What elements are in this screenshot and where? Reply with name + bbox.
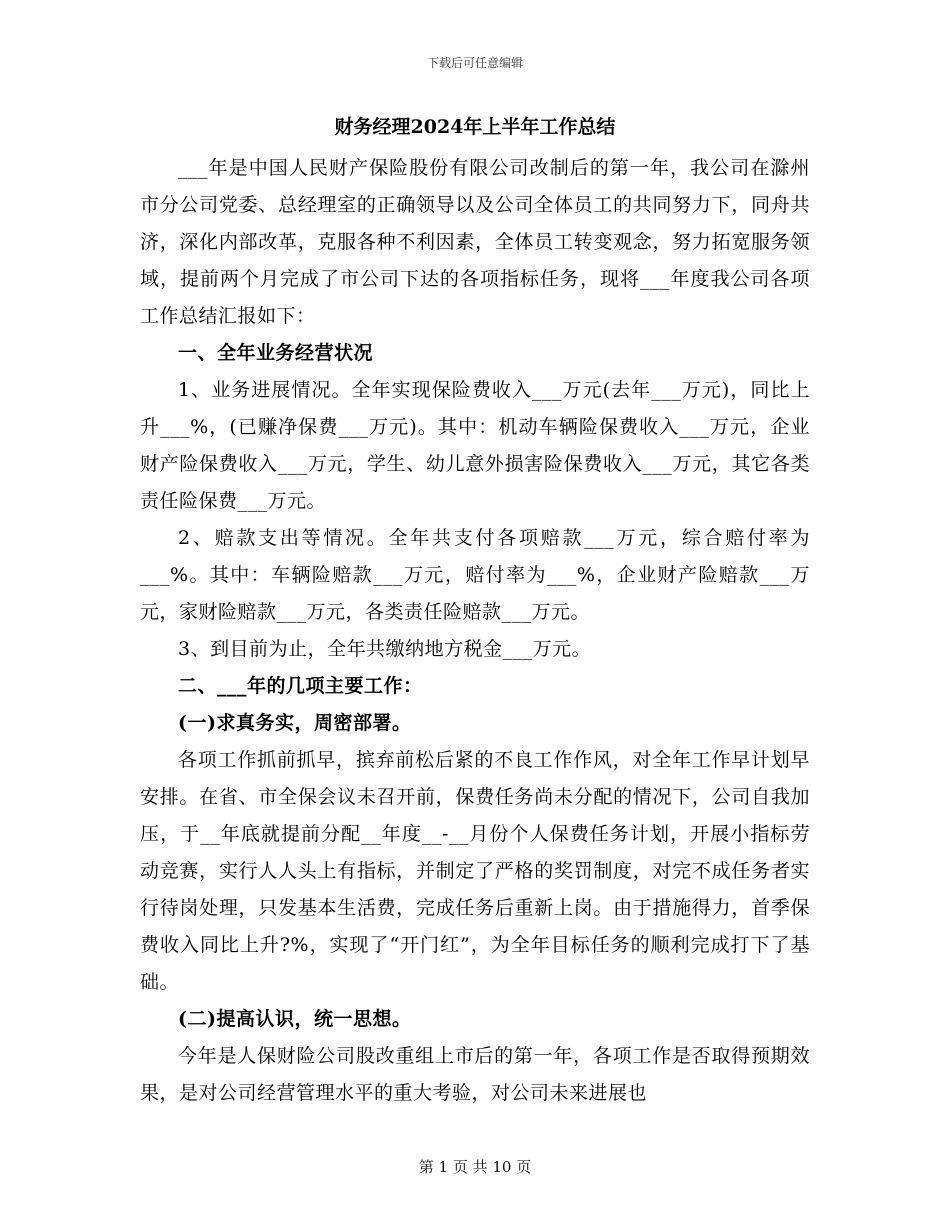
section-2-heading: 二、___年的几项主要工作： — [178, 675, 423, 697]
intro-paragraph: ___年是中国人民财产保险股份有限公司改制后的第一年，我公司在滁州市分公司党委、总经理室的正确领导以及公司全体员工的共同努力下，同舟共济，深化内部改革，克服各种不利因素，全体员工转变观念，努力拓宽服务领域，提前两个月完成了市公司下达的各项指标任务，现将___年度我公司各项工作总结汇报如下： — [140, 157, 810, 327]
section-1-paragraph-3: 3、到目前为止，全年共缴纳地方税金___万元。 — [178, 638, 592, 660]
document-body — [140, 112, 810, 1112]
section-1-heading: 一、全年业务经营状况 — [178, 342, 374, 364]
page-number: 第 1 页 共 10 页 — [418, 1158, 532, 1176]
subsection-1-paragraph: 各项工作抓前抓早，摈弃前松后紧的不良工作作风，对全年工作早计划早安排。在省、市全保会议未召开前，保费任务尚未分配的情况下，公司自我加压，于__年底就提前分配__年度__-__月份个人保费任务计划，开展小指标劳动竞赛，实行人人头上有指标，并制定了严格的奖罚制度，对完不成任务者实行待岗处理，只发基本生活费，完成任务后重新上岗。由于措施得力，首季保费收入同比上升?%，实现了“开门红”，为全年目标任务的顺利完成打下了基础。 — [140, 749, 810, 993]
subsection-1-heading: (一)求真务实，周密部署。 — [178, 712, 412, 734]
section-1-paragraph-2: 2、赔款支出等情况。全年共支付各项赔款___万元，综合赔付率为___%。其中：车辆险赔款___万元，赔付率为___%，企业财产险赔款___万元，家财险赔款___万元，各类责任险赔款___万元。 — [140, 527, 810, 623]
subsection-2-paragraph: 今年是人保财险公司股改重组上市后的第一年，各项工作是否取得预期效果，是对公司经营管理水平的重大考验，对公司未来进展也 — [140, 1045, 810, 1104]
header-note: 下载后可任意编辑 — [426, 56, 523, 70]
section-1-paragraph-1: 1、业务进展情况。全年实现保险费收入___万元(去年___万元)，同比上升___%，(已赚净保费___万元)。其中：机动车辆险保费收入___万元，企业财产险保费收入___万元，学生、幼儿意外损害险保费收入___万元，其它各类责任险保费___万元。 — [140, 379, 810, 512]
subsection-2-heading: (二)提高认识，统一思想。 — [178, 1008, 412, 1030]
document-title: 财务经理2024年上半年工作总结 — [334, 116, 616, 138]
